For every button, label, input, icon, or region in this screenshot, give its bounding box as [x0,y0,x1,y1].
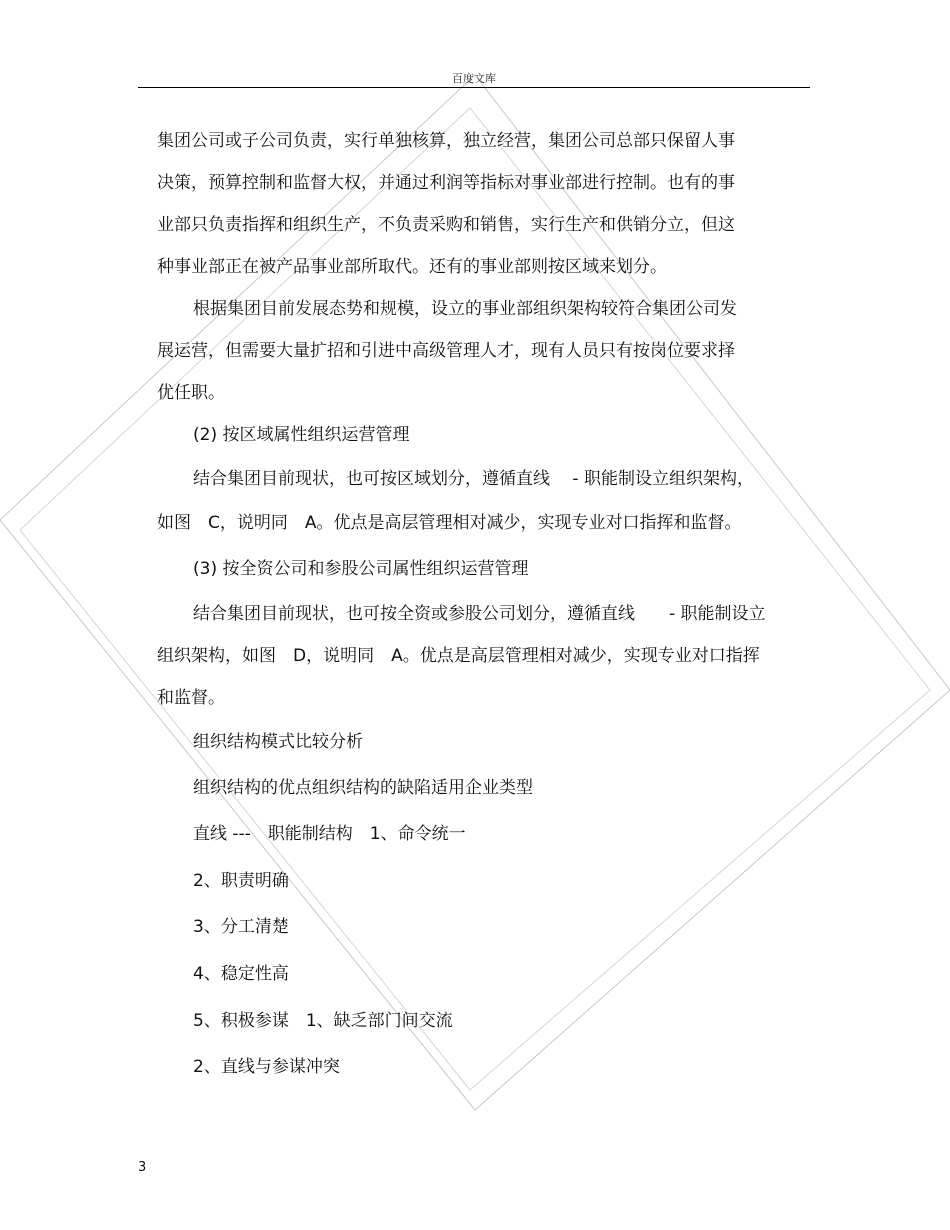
page-number: 3 [138,1160,147,1175]
paragraph-line: 展运营，但需要大量扩招和引进中高级管理人才，现有人员只有按岗位要求择 [157,341,735,361]
list-item: 4、稳定性高 [193,964,289,984]
paragraph-line: 结合集团目前现状，也可按区域划分，遵循直线 - 职能制设立组织架构， [193,469,754,489]
paragraph-line: 集团公司或子公司负责，实行单独核算，独立经营，集团公司总部只保留人事 [157,131,735,151]
paragraph-line: 根据集团目前发展态势和规模，设立的事业部组织架构较符合集团公司发 [193,299,737,319]
paragraph-line: 结合集团目前现状，也可按全资或参股公司划分，遵循直线 - 职能制设立 [193,604,766,624]
paragraph-line: 组织架构，如图 D，说明同 A。优点是高层管理相对减少，实现专业对口指挥 [157,646,760,666]
paragraph-line: 决策，预算控制和监督大权，并通过利润等指标对事业部进行控制。也有的事 [157,173,735,193]
paragraph-line: 和监督。 [157,688,225,708]
paragraph-line: 优任职。 [157,383,225,403]
section-heading: (2) 按区域属性组织运营管理 [193,425,410,445]
paragraph-line: 业部只负责指挥和组织生产，不负责采购和销售，实行生产和供销分立，但这 [157,215,735,235]
page-header [138,67,810,88]
paragraph-line: 种事业部正在被产品事业部所取代。还有的事业部则按区域来划分。 [157,257,667,277]
table-header-line: 组织结构的优点组织结构的缺陷适用企业类型 [193,778,533,798]
list-item: 2、职责明确 [193,871,289,891]
header-title: 百度文库 [452,72,496,85]
list-item: 2、直线与参谋冲突 [193,1057,340,1077]
section-heading: 组织结构模式比较分析 [193,732,363,752]
list-item: 3、分工清楚 [193,917,289,937]
list-item: 直线 --- 职能制结构 1、命令统一 [193,824,466,844]
paragraph-line: 如图 C，说明同 A。优点是高层管理相对减少，实现专业对口指挥和监督。 [157,513,742,533]
section-heading: (3) 按全资公司和参股公司属性组织运营管理 [193,559,529,579]
list-item: 5、积极参谋 1、缺乏部门间交流 [193,1011,453,1031]
